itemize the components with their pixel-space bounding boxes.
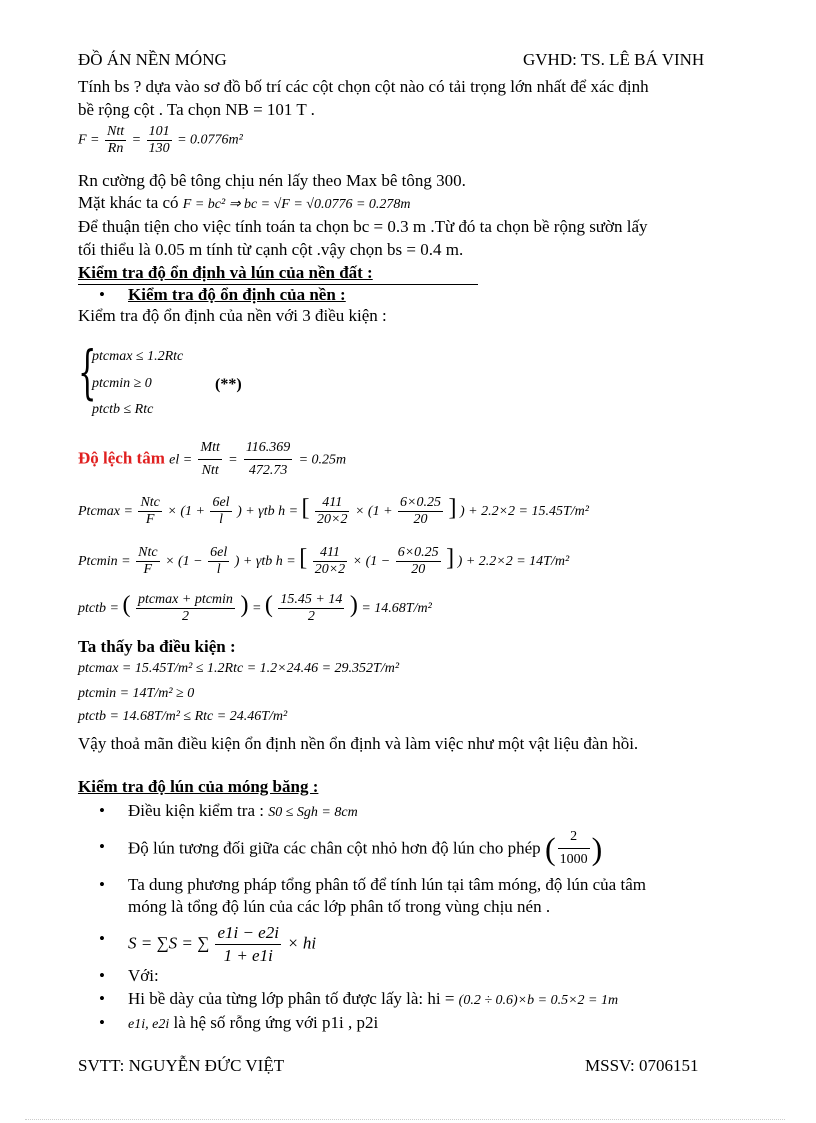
fraction-denominator: Rn xyxy=(107,141,124,156)
fraction xyxy=(147,124,172,157)
math-segment: e1i, e2i xyxy=(128,1017,170,1032)
fraction xyxy=(558,826,590,871)
eq-F-rhs: = 0.0776m² xyxy=(177,132,243,148)
bracket-close: ] xyxy=(446,545,455,571)
bullet-condition xyxy=(128,800,358,824)
eq-segment: ) + γtb h = xyxy=(234,554,296,569)
fraction-numerator: Ntc xyxy=(138,545,158,561)
fraction-numerator: 411 xyxy=(313,545,347,562)
eq-segment: ) + 2.2×2 = 15.45T/m² xyxy=(460,504,589,519)
fraction-numerator: Mtt xyxy=(198,437,221,460)
bracket-close: ] xyxy=(448,495,457,521)
eq-segment: S = ∑S = ∑ xyxy=(128,933,210,953)
fraction xyxy=(396,545,441,578)
eq-segment: × (1 − xyxy=(165,554,203,569)
section-heading-stability-text: Kiểm tra độ ổn định và lún của nền đất : xyxy=(78,263,373,282)
eccentricity-label: Độ lệch tâm xyxy=(78,448,165,468)
footer-student-id: MSSV: 0706151 xyxy=(585,1056,699,1075)
eq-segment: ptctb = xyxy=(78,601,119,616)
math-segment: F = bc² ⇒ bc = √F = √0.0776 = 0.278m xyxy=(182,197,411,212)
fraction-denominator: F xyxy=(143,562,153,578)
paragraph-bc-derivation xyxy=(78,192,411,216)
text-segment: Mặt khác ta có xyxy=(78,193,183,212)
paren-open: ( xyxy=(264,592,273,618)
fraction-numerator: 6el xyxy=(212,495,230,511)
eq-segment: × (1 + xyxy=(354,504,393,519)
paragraph-conclusion: Vậy thoả mãn điều kiện ổn định nền ổn định và làm việc như một vật liệu đàn hồi. xyxy=(78,734,639,753)
fraction-denominator: 20 xyxy=(411,562,426,578)
fraction-numerator: 6×0.25 xyxy=(397,545,439,561)
fraction xyxy=(105,124,126,157)
eq-F-equals: = xyxy=(131,132,142,148)
bracket-open: [ xyxy=(301,495,310,521)
section-heading-settlement: Kiểm tra độ lún của móng băng : xyxy=(78,777,319,796)
page-bottom-divider xyxy=(25,1119,785,1120)
paren-close: ) xyxy=(240,592,249,618)
paren-open: ( xyxy=(122,592,131,618)
text-segment: là hệ số rỗng ứng với p1i , p2i xyxy=(169,1013,379,1032)
paren-close: ) xyxy=(591,830,603,867)
bullet-layer-thickness xyxy=(128,988,618,1012)
paragraph-bs-line2: bề rộng cột . Ta chọn NB = 101 T . xyxy=(78,100,315,119)
eq-segment: ) + γtb h = xyxy=(237,504,299,519)
check-ptb: ptctb = 14.68T/m² ≤ Rtc = 24.46T/m² xyxy=(78,709,288,724)
fraction xyxy=(210,495,231,528)
fraction xyxy=(315,495,349,528)
condition-pmax: ptcmax ≤ 1.2Rtc xyxy=(92,349,184,364)
fraction-numerator: Ntc xyxy=(140,495,160,511)
subheading-stability: Kiểm tra độ ổn định của nền : xyxy=(128,285,346,304)
fraction-denominator: Ntt xyxy=(201,463,219,478)
fraction-numerator: 6el xyxy=(210,545,228,561)
eq-F-lhs: F = xyxy=(78,132,100,148)
fraction xyxy=(244,437,292,482)
condition-pmin: ptcmin ≥ 0 xyxy=(92,376,152,391)
text-segment: Hi bề dày của từng lớp phân tố được lấy là: hi = xyxy=(128,989,459,1008)
bullet-relative-settlement xyxy=(128,826,602,871)
text-segment: Độ lún tương đối giữa các chân cột nhỏ hơn độ lún cho phép xyxy=(128,838,541,858)
check-pmax: ptcmax = 15.45T/m² ≤ 1.2Rtc = 1.2×24.46 = 29.352T/m² xyxy=(78,661,400,676)
brace-symbol: { xyxy=(78,338,97,406)
fraction-numerator: 2 xyxy=(558,826,590,849)
equation-pmin xyxy=(78,545,569,578)
fraction-numerator: 6×0.25 xyxy=(400,495,441,511)
fraction-denominator: 2 xyxy=(307,609,315,625)
eq-segment: × (1 − xyxy=(352,554,391,569)
fraction-denominator: 472.73 xyxy=(248,463,288,478)
fraction xyxy=(138,495,161,528)
fraction-numerator: 101 xyxy=(148,124,170,139)
equation-pmax xyxy=(78,495,589,528)
fraction-denominator: 20×2 xyxy=(317,512,348,528)
eq-segment: ) + 2.2×2 = 14T/m² xyxy=(457,554,570,569)
paren-open: ( xyxy=(544,830,556,867)
fraction-denominator: 1 + e1i xyxy=(223,946,273,965)
paragraph-choose-bc-line2: tối thiểu là 0.05 m tính từ cạnh cột .vậy chọn bs = 0.4 m. xyxy=(78,240,464,259)
eq-segment: Ptcmax = xyxy=(78,504,133,519)
math-segment: S0 ≤ Sgh = 8cm xyxy=(268,805,358,820)
equation-area-F xyxy=(78,124,243,157)
fraction xyxy=(136,545,159,578)
eq-segment: Ptcmin = xyxy=(78,554,131,569)
eccentricity-rhs: = 0.25m xyxy=(298,452,347,468)
fraction xyxy=(215,922,281,967)
fraction xyxy=(313,545,347,578)
header-project-title: ĐỒ ÁN NỀN MÓNG xyxy=(78,50,227,69)
bullet-void-ratio xyxy=(128,1012,378,1036)
bullet-method-line1: Ta dung phương pháp tổng phân tố để tính lún tại tâm móng, độ lún của tâm xyxy=(128,875,646,894)
paren-close: ) xyxy=(349,592,358,618)
eccentricity-row xyxy=(78,437,346,482)
paragraph-choose-bc-line1: Để thuận tiện cho việc tính toán ta chọn bc = 0.3 m .Từ đó ta chọn bề rộng sườn lấy xyxy=(78,217,648,236)
condition-ptb: ptctb ≤ Rtc xyxy=(92,402,154,417)
fraction-denominator: 130 xyxy=(148,141,170,156)
fraction-denominator: l xyxy=(216,562,221,578)
bullet-method-line2: móng là tổng độ lún của các lớp phân tố trong vùng chịu nén . xyxy=(128,897,551,916)
eq-segment: × hi xyxy=(287,933,317,953)
paragraph-rn: Rn cường độ bê tông chịu nén lấy theo Max bê tông 300. xyxy=(78,171,466,190)
check-pmin: ptcmin = 14T/m² ≥ 0 xyxy=(78,686,195,701)
eq-segment: = xyxy=(251,601,262,616)
bullet-with: Với: xyxy=(128,966,159,985)
eq-segment: = 14.68T/m² xyxy=(361,601,432,616)
paragraph-three-conditions: Kiểm tra độ ổn định của nền với 3 điều kiện : xyxy=(78,306,387,325)
paragraph-bs-line1: Tính bs ? dựa vào sơ đồ bố trí các cột chọn cột nào có tải trọng lớn nhất để xác định xyxy=(78,77,649,96)
fraction-denominator: 1000 xyxy=(559,852,588,867)
heading-three-conditions: Ta thấy ba điều kiện : xyxy=(78,637,236,656)
eccentricity-lhs: el = xyxy=(169,452,193,468)
condition-tag: (**) xyxy=(215,376,242,393)
fraction xyxy=(136,592,235,625)
fraction-denominator: 20 xyxy=(413,512,428,528)
fraction xyxy=(278,592,344,625)
fraction xyxy=(398,495,443,528)
fraction-denominator: l xyxy=(219,512,223,528)
fraction-numerator: 15.45 + 14 xyxy=(280,592,343,608)
eq-segment: × (1 + xyxy=(167,504,205,519)
fraction-numerator: 411 xyxy=(315,495,349,512)
fraction xyxy=(208,545,229,578)
fraction-denominator: 2 xyxy=(181,609,189,625)
text-segment: Điều kiện kiểm tra : xyxy=(128,801,269,820)
bullet-sum-formula xyxy=(128,922,316,967)
bracket-open: [ xyxy=(299,545,308,571)
fraction-numerator: 116.369 xyxy=(244,437,292,460)
header-supervisor: GVHD: TS. LÊ BÁ VINH xyxy=(523,50,705,69)
footer-student: SVTT: NGUYỄN ĐỨC VIỆT xyxy=(78,1056,285,1075)
section-heading-stability xyxy=(78,262,478,285)
fraction-numerator: Ntt xyxy=(107,124,125,139)
fraction-numerator: e1i − e2i xyxy=(215,922,281,945)
equation-ptb xyxy=(78,592,432,625)
math-segment: (0.2 ÷ 0.6)×b = 0.5×2 = 1m xyxy=(458,993,619,1008)
fraction-denominator: F xyxy=(145,512,155,528)
equals-sign: = xyxy=(228,452,238,468)
fraction-denominator: 20×2 xyxy=(314,562,346,578)
fraction xyxy=(198,437,221,482)
fraction-numerator: ptcmax + ptcmin xyxy=(137,592,233,608)
